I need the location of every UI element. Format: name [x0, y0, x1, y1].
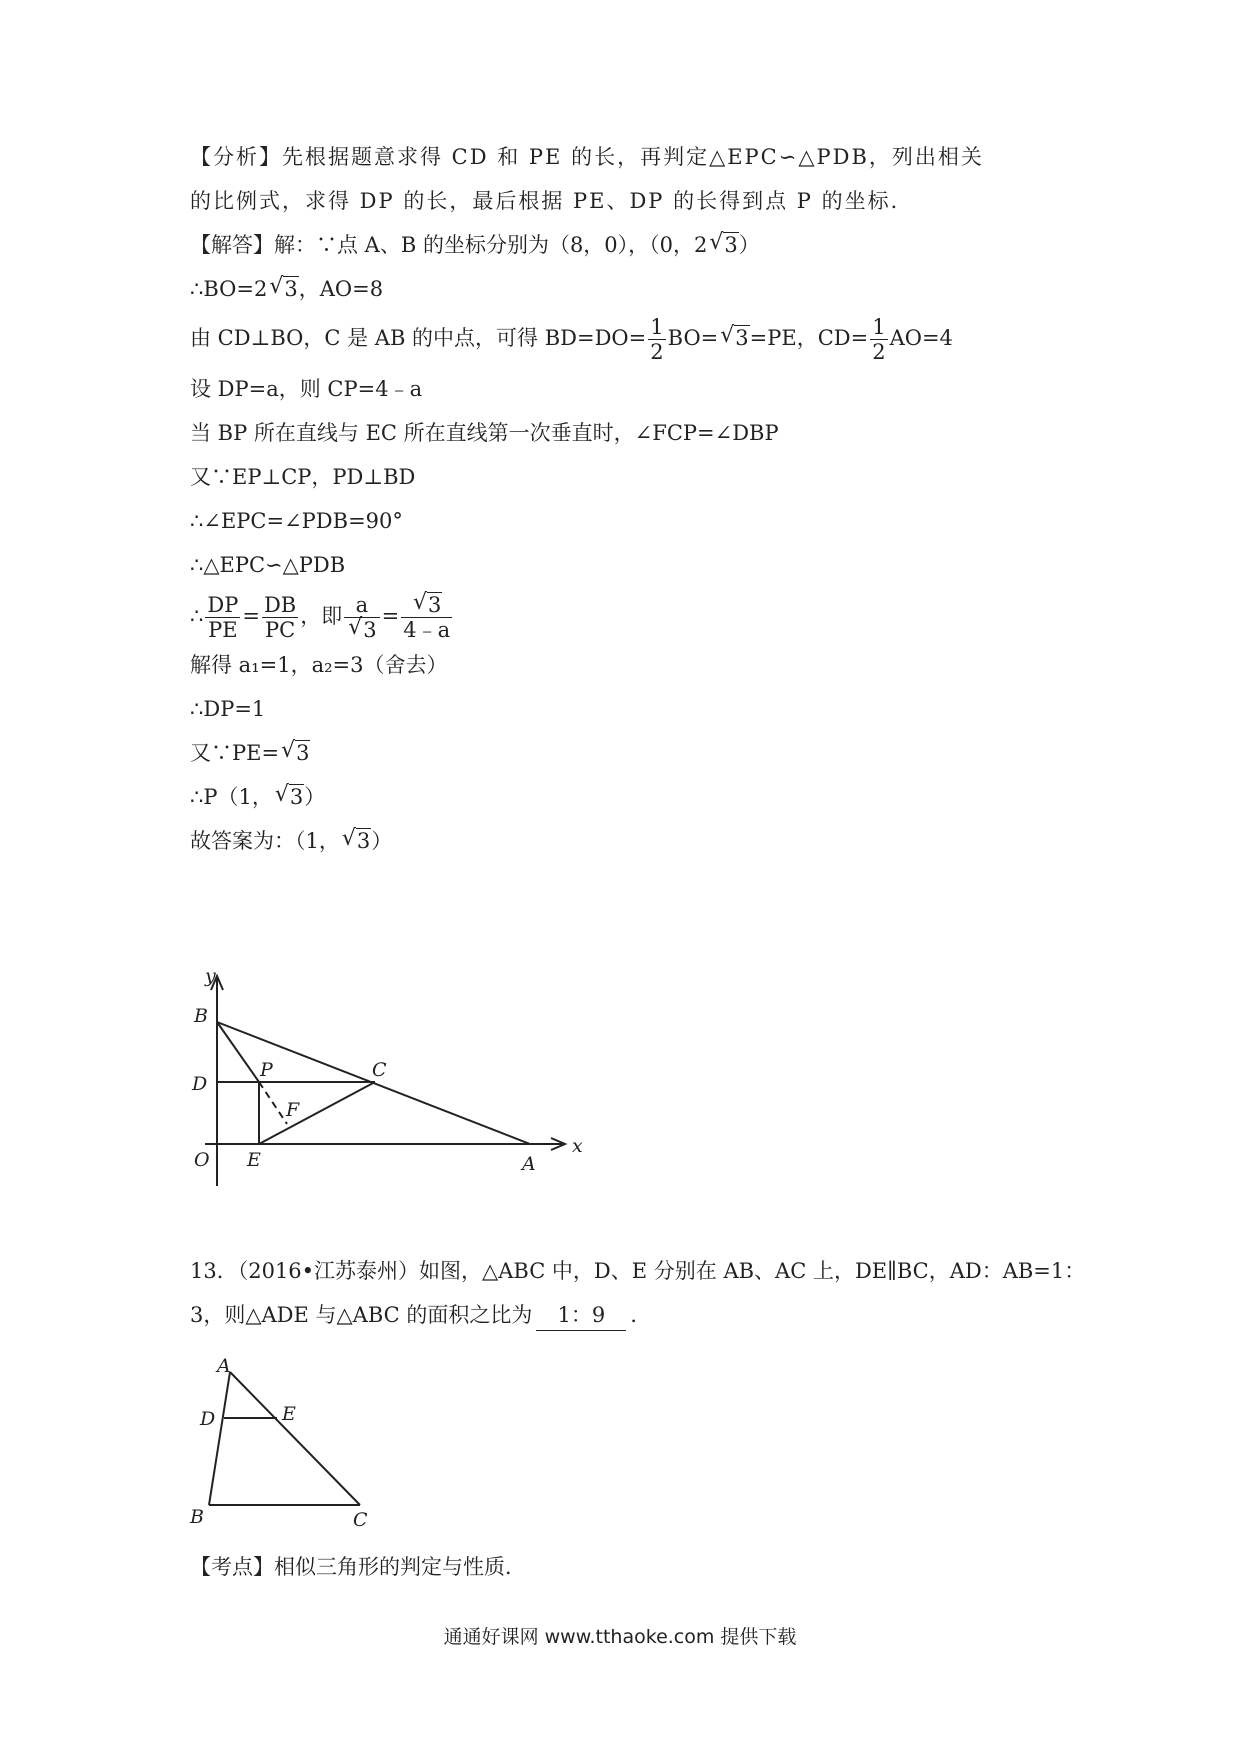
- solution-line-4: 设 DP=a，则 CP=4﹣a: [190, 377, 423, 401]
- solution-line-3: 由 CD⊥BO，C 是 AB 的中点，可得 BD=DO= $\frac{1}{2}$ BO=√ 3=PE，CD= $\frac{1}{2}$ AO=4: [190, 312, 953, 364]
- label-A: A: [522, 1153, 536, 1175]
- label-C2: C: [353, 1509, 368, 1531]
- fraction-half: $\frac{1}{2}$: [650, 315, 664, 364]
- label-E2: E: [282, 1403, 296, 1425]
- fraction-dp-pe: $\frac{DP}{PE}$: [207, 593, 239, 642]
- solution-line-2: ∴BO=2√ 3，AO=8: [190, 274, 383, 304]
- solution-line-1: 【解答】解：∵点 A、B 的坐标分别为（8，0），（0，2√ 3）: [190, 230, 760, 260]
- analysis-line-1: 【分析】先根据题意求得 CD 和 PE 的长，再判定△EPC∽△PDB，列出相关: [190, 145, 984, 169]
- segment-AB: [209, 1372, 230, 1505]
- segment-AC: [230, 1372, 360, 1505]
- analysis-line-2: 的比例式，求得 DP 的长，最后根据 PE、DP 的长得到点 P 的坐标．: [190, 189, 914, 213]
- label-O: O: [194, 1149, 210, 1171]
- fraction-half: $\frac{1}{2}$: [872, 315, 886, 364]
- label-B: B: [194, 1005, 208, 1027]
- sqrt-symbol: √ 3: [275, 782, 304, 812]
- fraction-sqrt3-4a: √ $\frac{3}{4﹣a}$: [401, 593, 452, 642]
- solution-tag: 【解答】: [190, 233, 274, 257]
- sqrt-symbol: √ 3: [709, 230, 738, 260]
- analysis-tag: 【分析】: [190, 145, 282, 169]
- answer-blank: 1：9: [536, 1300, 626, 1331]
- label-x: x: [572, 1135, 583, 1157]
- label-D: D: [192, 1073, 208, 1095]
- solution-line-11: ∴DP=1: [190, 697, 266, 721]
- solution-line-7: ∴∠EPC=∠PDB=90°: [190, 509, 403, 533]
- sqrt-symbol: √ 3: [720, 312, 749, 364]
- fraction-a-sqrt3: a √ 3: [344, 593, 379, 642]
- solution-line-9: ∴ $\frac{DP}{PE}$ = $\frac{DB}{PC}$ ，即 a √ 3 = √ $\frac{3}{4﹣a}$: [190, 590, 454, 642]
- solution-line-12: 又∵PE=√ 3: [190, 738, 310, 768]
- solution-line-6: 又∵EP⊥CP，PD⊥BD: [190, 465, 416, 489]
- solution-line-14: 故答案为：（1，√ 3）: [190, 826, 392, 856]
- kaodian-tag: 【考点】: [190, 1555, 274, 1579]
- sqrt-symbol: √ 3: [269, 274, 298, 304]
- label-y: y: [205, 965, 216, 987]
- label-P: P: [260, 1059, 273, 1081]
- label-B2: B: [190, 1506, 204, 1528]
- kaodian-line: 【考点】相似三角形的判定与性质．: [190, 1555, 526, 1579]
- problem13-line-2: 3，则△ADE 与△ABC 的面积之比为 1：9 ．: [190, 1300, 651, 1331]
- label-E: E: [247, 1149, 261, 1171]
- segment-EC: [259, 1082, 375, 1144]
- segment-PF-dashed: [259, 1082, 287, 1124]
- fraction-db-pc: $\frac{DB}{PC}$: [263, 593, 297, 642]
- label-F: F: [286, 1099, 300, 1121]
- label-A2: A: [217, 1355, 231, 1377]
- label-C: C: [372, 1059, 387, 1081]
- solution-line-8: ∴△EPC∽△PDB: [190, 553, 346, 577]
- solution-line-5: 当 BP 所在直线与 EC 所在直线第一次垂直时，∠FCP=∠DBP: [190, 421, 779, 445]
- solution-line-10: 解得 a₁=1，a₂=3（舍去）: [190, 653, 448, 677]
- solution-line-13: ∴P（1，√ 3）: [190, 782, 325, 812]
- footer-watermark: 通通好课网 www.tthaoke.com 提供下载: [443, 1626, 797, 1648]
- sqrt-symbol: √ 3: [342, 826, 371, 856]
- label-D2: D: [200, 1408, 216, 1430]
- problem13-line-1: 13．（2016•江苏泰州）如图，△ABC 中，D、E 分别在 AB、AC 上，DE∥BC，AD：AB=1：: [190, 1259, 1086, 1283]
- sqrt-symbol: √ 3: [281, 738, 310, 768]
